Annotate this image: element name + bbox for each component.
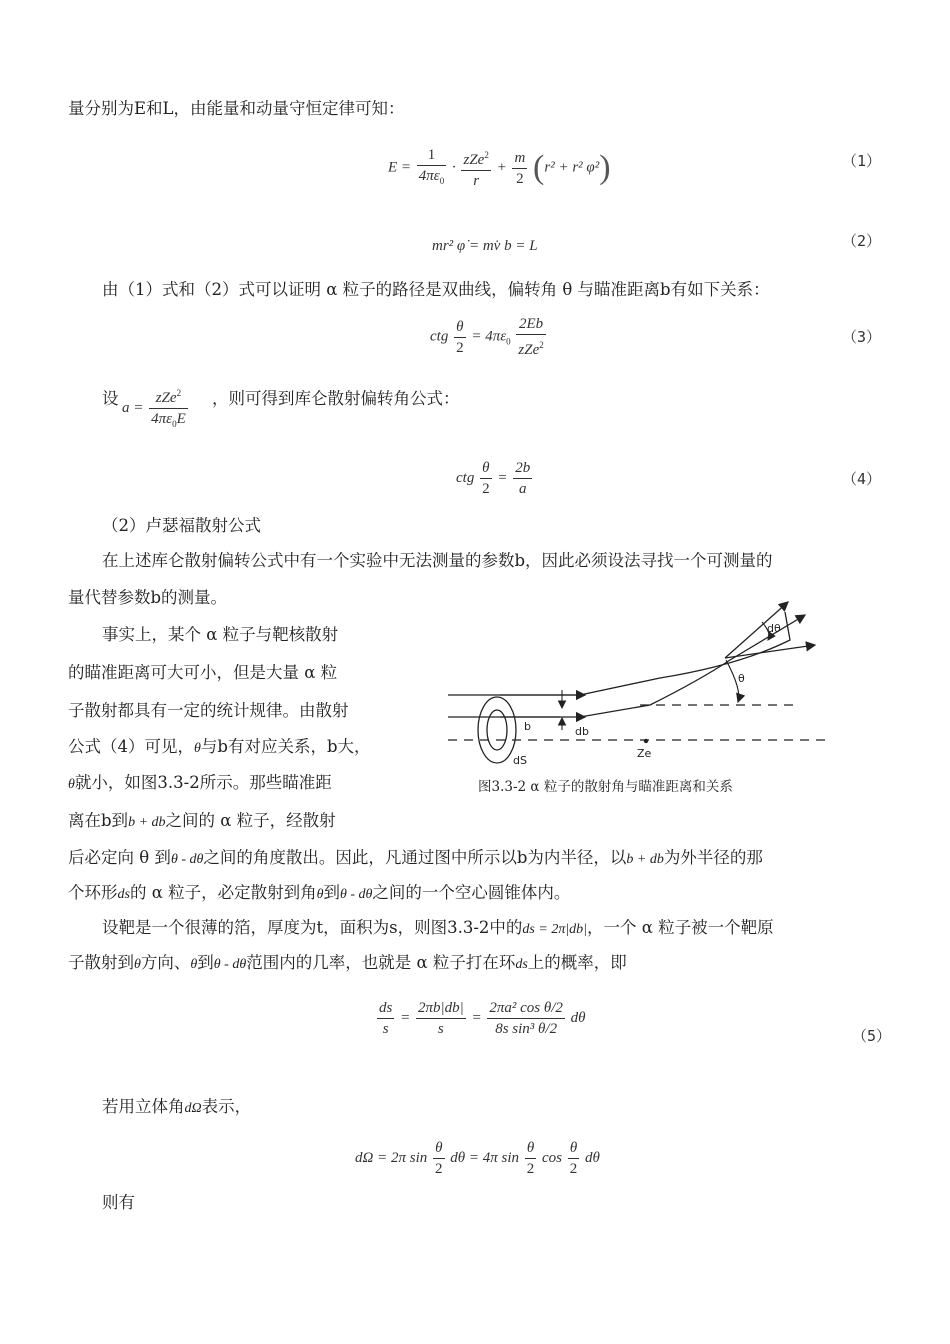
label-ze: Ze [637,747,652,760]
equation-label-5: （5） [852,1027,892,1045]
text-line: 在上述库仑散射偏转公式中有一个实验中无法测量的参数b，因此必须设法寻找一个可测量的 [102,551,773,570]
equation-label-1: （1） [842,152,882,170]
label-b: b [524,720,531,733]
equation-label-3: （3） [842,328,882,346]
equation-6: dΩ = 2π sin $\frac{\theta}{2}$ dθ = 4π sin $\frac{\theta}{2}$ cos $\frac{\theta}{2}$ dθ [355,1140,600,1177]
text-line: 个环形ds的 α 粒子，必定散射到角θ到θ - dθ之间的一个空心圆锥体内。 [68,883,571,902]
equation-label-2: （2） [842,232,882,250]
label-theta: θ [738,672,745,685]
equation-4: ctg $\frac{\theta}{2}$ = $\frac{2b}{a}$ [456,460,531,497]
eq1-fraction-3: $\frac{m}{2}$ [514,149,526,187]
text-line: 离在b到b + db之间的 α 粒子，经散射 [68,811,336,830]
text-line: 子散射到θ方向、θ到θ - dθ范围内的几率，也就是 α 粒子打在环ds上的概率，即 [68,953,627,972]
text-line: 若用立体角dΩ表示， [102,1097,252,1116]
ring-ds-outer [478,697,516,763]
equation-5: $\frac{ds}{s}$ = $\frac{2\pi b|db|}{s}$ = $\frac{\text{2πa² cos θ/2}}{\text{8s sin³ θ/2}}$ dθ [379,1000,586,1037]
scattering-figure [440,590,860,770]
ring-ds-inner [487,710,507,750]
text-line: 设 [102,389,119,408]
text-line: 后必定向 θ 到θ - dθ之间的角度散出。因此，凡通过图中所示以b为内半径，以b + db为外半径的那 [68,848,763,867]
text-line: 由（1）式和（2）式可以证明 α 粒子的路径是双曲线，偏转角 θ 与瞄准距离b有如下关系： [102,280,770,299]
label-ds: dS [513,754,527,767]
text-line: 量代替参数b的测量。 [68,588,228,607]
label-dtheta: dθ [767,622,781,635]
text-line: 量分别为E和L，由能量和动量守恒定律可知： [68,99,405,118]
definition-a: a = $\frac{zZe^2}{4\pi\varepsilon_0E}$ [122,383,190,434]
eq1-fraction-2: $\frac{zZe^2}{r}$ [461,145,490,191]
eq1-body: r² + r² φ² [544,159,600,176]
text-line: 事实上，某个 α 粒子与靶核散射 [102,625,339,644]
text-line: 则有 [102,1193,135,1212]
text-line: 子散射都具有一定的统计规律。由散射 [68,701,349,720]
text-line: ，则可得到库仑散射偏转角公式： [212,389,460,408]
section-heading: （2）卢瑟福散射公式 [102,516,261,535]
equation-1: E = $\frac{1}{4\pi\varepsilon_0}$ · $\frac{zZe^2}{r}$ + $\frac{m}{2}$ (r² + r² φ²) [388,147,611,189]
text-line: 公式（4）可见，θ与b有对应关系，b大， [68,737,371,756]
equation-3: ctg $\frac{\theta}{2}$ = $4\pi\varepsilon_0$ $\frac{2Eb}{zZe^2}$ [430,316,544,358]
eq1-lhs: E = [388,159,412,176]
figure-caption: 图3.3-2 α 粒子的散射角与瞄准距离和关系 [478,779,733,795]
angle-arc-theta [726,660,739,702]
text-line: θ就小，如图3.3-2所示。那些瞄准距 [68,773,332,792]
nucleus-ze [644,739,648,743]
equation-label-4: （4） [842,470,882,488]
equation-2: mr² φ̇ = mv̇ b = L [432,238,538,254]
text-line: 的瞄准距离可大可小，但是大量 α 粒 [68,663,338,682]
label-db: db [575,725,589,738]
text-line: 设靶是一个很薄的箔，厚度为t，面积为s，则图3.3-2中的ds = 2π|db|，一个 α 粒子被一个靶原 [102,918,774,937]
eq1-fraction-1: $\frac{1}{4\pi\varepsilon_0}$ [418,147,445,186]
